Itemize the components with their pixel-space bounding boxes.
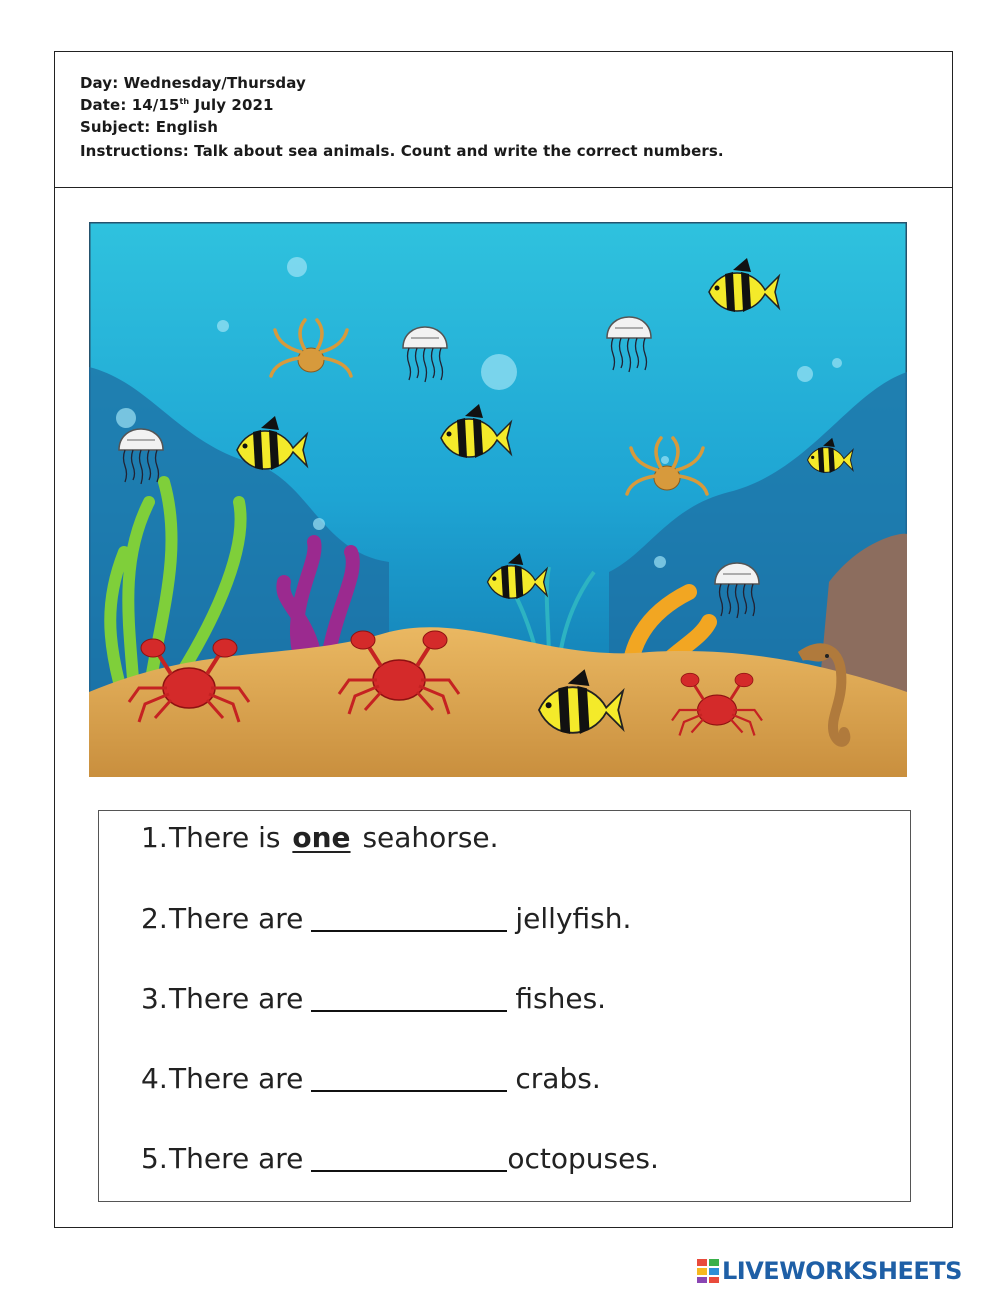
answer-blank-5[interactable]	[311, 1140, 507, 1172]
question-1: 1.There is one seahorse.	[141, 821, 499, 854]
question-5: 5.There are octopuses.	[141, 1142, 659, 1175]
liveworksheets-logo-icon	[696, 1258, 720, 1284]
day-label: Day: Wednesday/Thursday	[80, 74, 306, 92]
subject-label: Subject: English	[80, 118, 218, 136]
worksheet-header	[55, 52, 952, 188]
answer-blank-2[interactable]	[311, 900, 507, 932]
questions-box	[98, 810, 911, 1202]
answer-blank-3[interactable]	[311, 980, 507, 1012]
instructions-label: Instructions: Talk about sea animals. Count and write the correct numbers.	[80, 142, 724, 160]
answer-blank-4[interactable]	[311, 1060, 507, 1092]
question-2: 2.There are jellyfish.	[141, 902, 632, 935]
liveworksheets-logo	[696, 1256, 962, 1286]
brand-name: LIVEWORKSHEETS	[722, 1257, 962, 1285]
question-3: 3.There are fishes.	[141, 982, 607, 1015]
answer-example: one	[292, 821, 351, 854]
question-4: 4.There are crabs.	[141, 1062, 601, 1095]
sea-scene-illustration	[89, 222, 907, 777]
date-label: Date: 14/15th July 2021	[80, 96, 274, 114]
